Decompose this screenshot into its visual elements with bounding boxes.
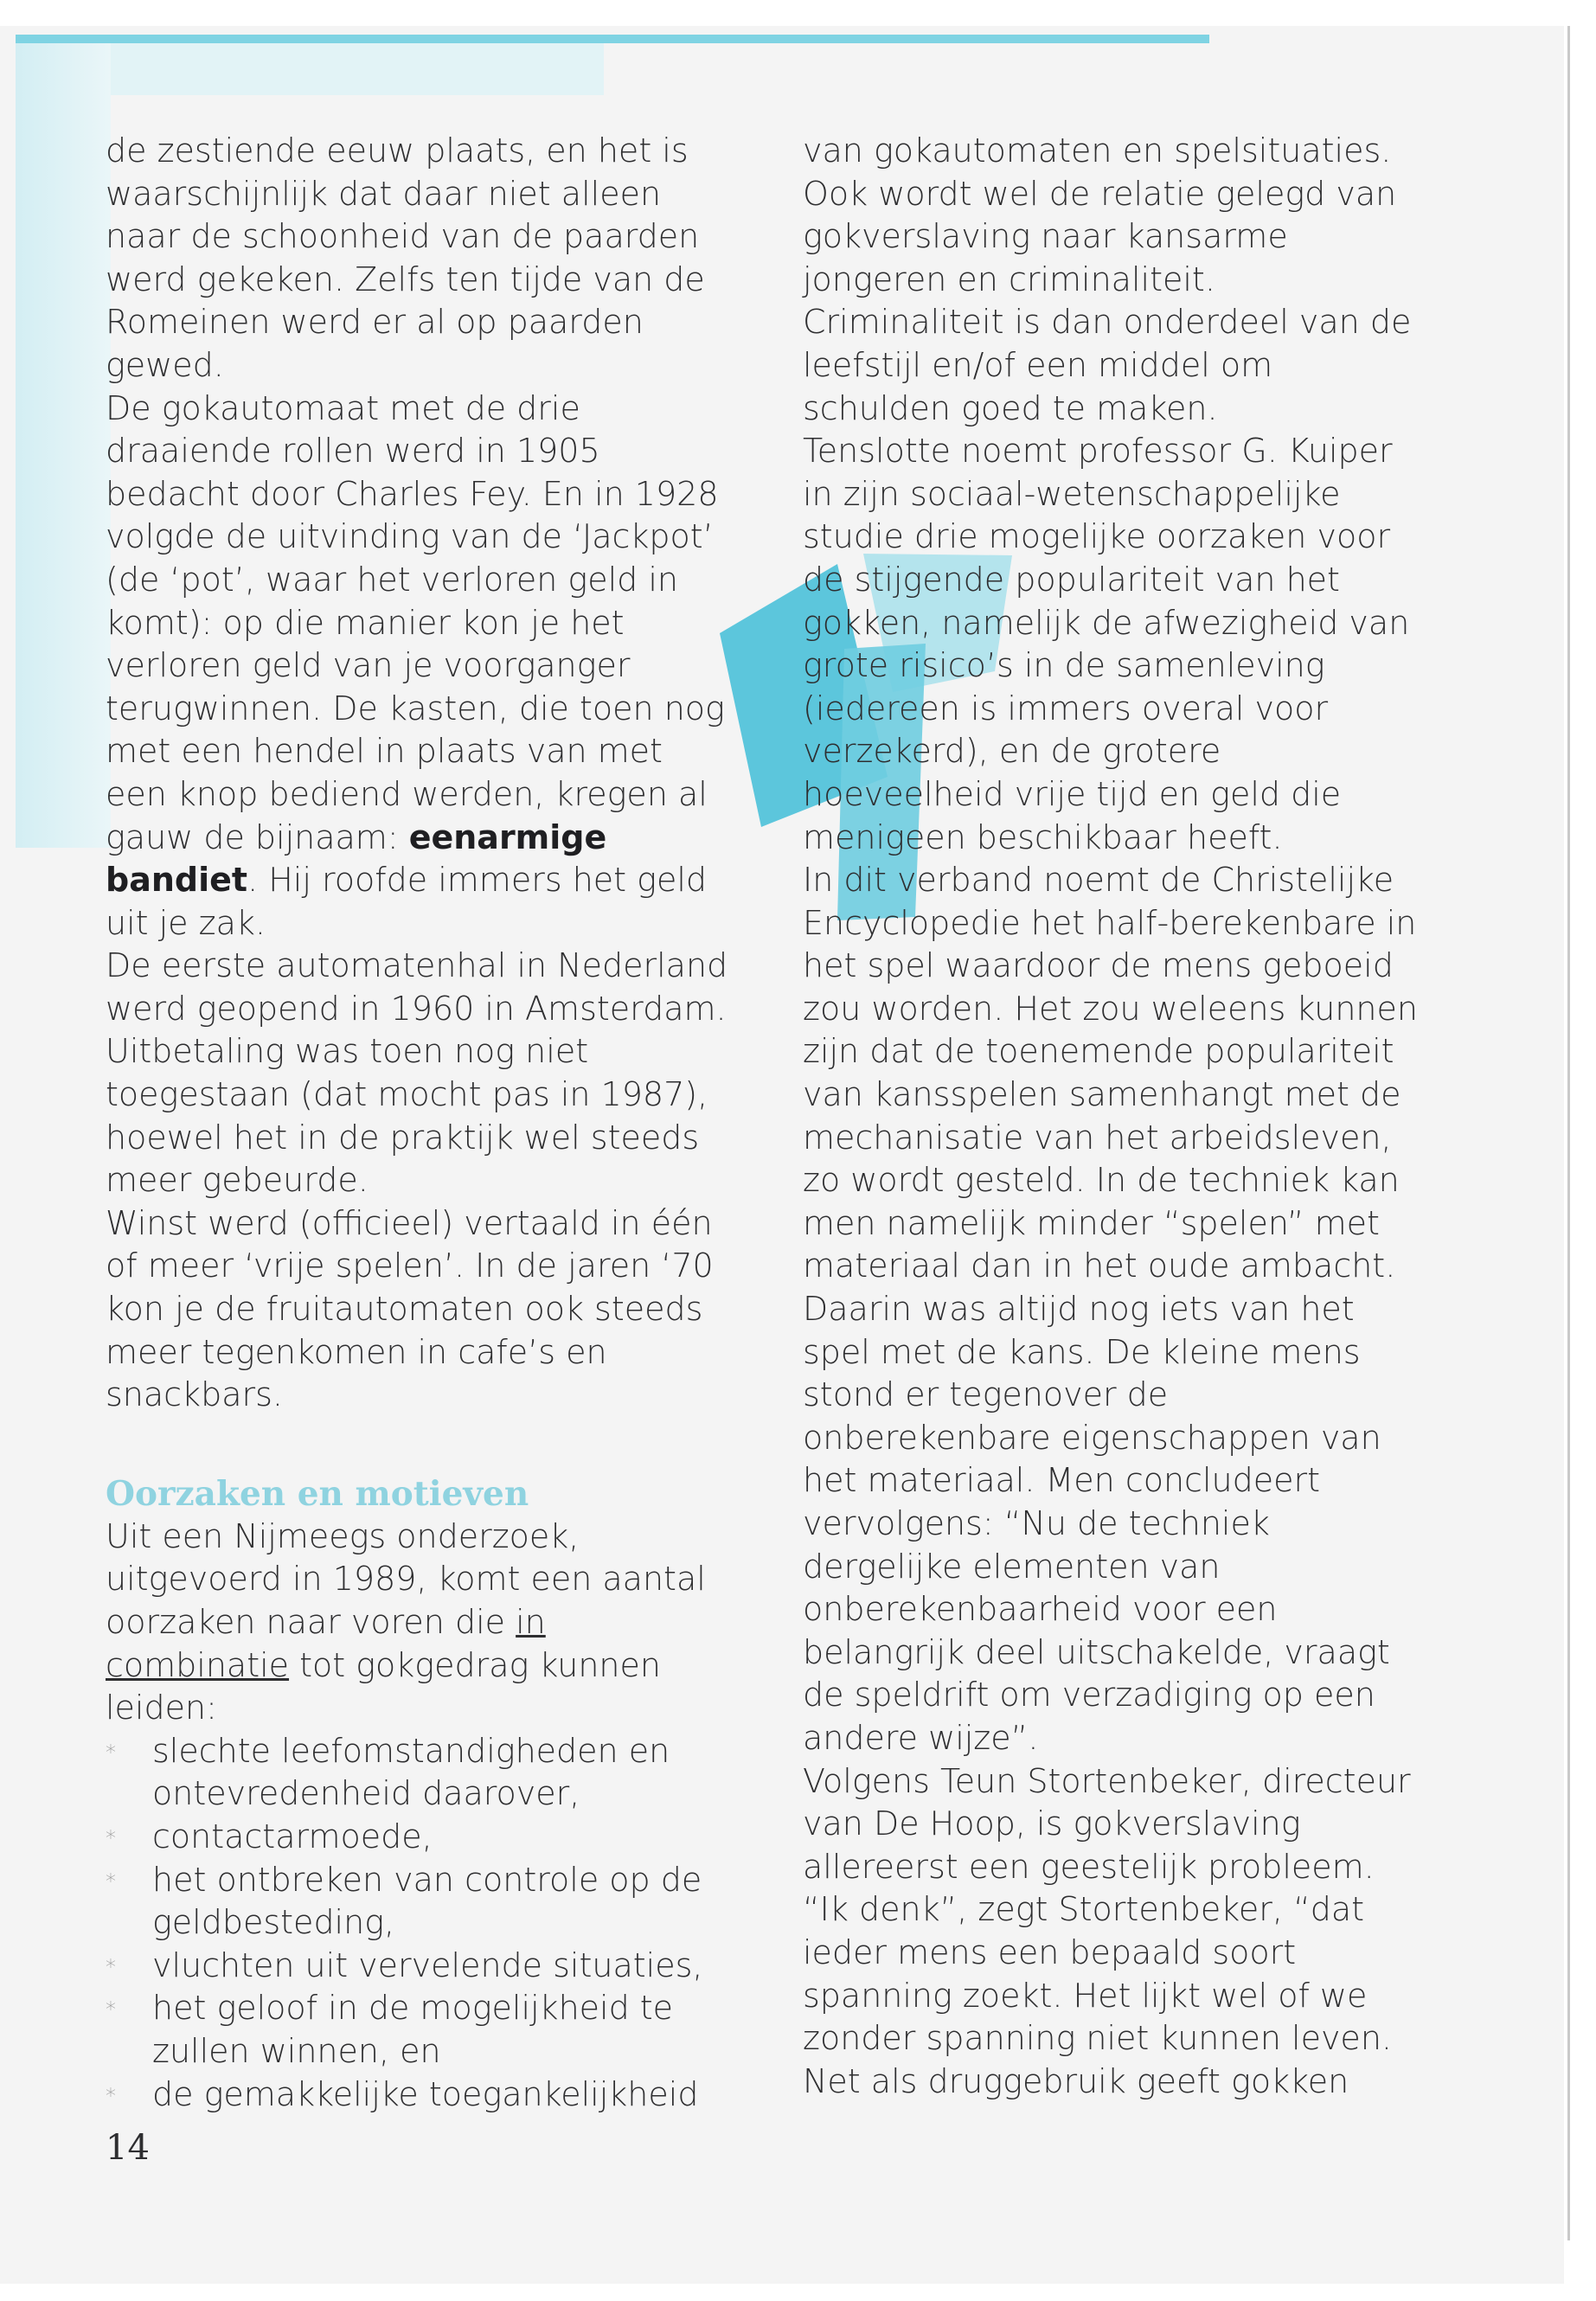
paragraph-text: De gokautomaat met de drie draaiende rollen werd in 1905 bedacht door Charles Fey. En in 1928 volgde de uitvinding van de ‘Jackpot’ (de ‘pot’, waar het verloren geld in komt): op die manier kon je het verloren geld van je voorganger terugwinnen. De kasten, die toen nog met een hendel in plaats van met een knop bediend werden, kregen al gauw de bijnaam: — [106, 388, 725, 856]
page-edge-line — [1567, 26, 1570, 2240]
list-item-text: vluchten uit vervelende situaties, — [152, 1945, 703, 1984]
paragraph-research — [106, 1516, 728, 1730]
paragraph: Ook wordt wel de relatie gelegd van gokverslaving naar kansarme jongeren en criminaliteit. Criminaliteit is dan onderdeel van de leefstijl en/of een middel om schulden goed te maken. — [803, 174, 1412, 427]
list-item — [106, 1859, 728, 1945]
bullet-star-icon: * — [106, 1868, 116, 1894]
paragraph: Uitbetaling was toen nog niet toegestaan (dat mocht pas in 1987), hoewel het in de praktijk wel steeds meer gebeurde. — [106, 1032, 708, 1200]
list-item-text: slechte leefomstandigheden en ontevredenheid daarover, — [152, 1731, 670, 1813]
bold-term: eenarmige bandiet — [106, 817, 607, 900]
page-number: 14 — [106, 2128, 150, 2168]
list-item — [106, 1987, 728, 2073]
list-item-text: contactarmoede, — [152, 1817, 433, 1856]
paragraph: Volgens Teun Stortenbeker, directeur van De Hoop, is gokverslaving allereerst een geestelijk probleem. “Ik denk”, zegt Stortenbeker, “dat ieder mens een bepaald soort spanning zoekt. Het lijkt wel of we zonder spanning niet kunnen leven. Net als druggebruik geeft gokken — [803, 1761, 1411, 2100]
paragraph: van gokautomaten en spelsituaties. — [803, 131, 1392, 170]
bullet-star-icon: * — [106, 1997, 116, 2022]
right-column — [803, 130, 1426, 2103]
left-accent-strip — [16, 43, 111, 848]
page-top-margin — [0, 0, 1596, 26]
paragraph: In dit verband noemt de Christelijke Encyclopedie het half-berekenbare in het spel waardoor de mens geboeid zou worden. Het zou weleens kunnen zijn dat de toenemende populariteit van kansspelen samenhangt met de mechanisatie van het arbeidsleven, zo wordt gesteld. In de techniek kan men namelijk minder “spelen” met materiaal dan in het oude ambacht. Daarin was altijd nog iets van het spel met de kans. De kleine mens stond er tegenover de onberekenbare eigenschappen van het materiaal. Men concludeert vervolgens: “Nu de techniek dergelijke elementen van onberekenbaarheid voor een belangrijk deel uitschakelde, vraagt de speldrift om verzadiging op een andere wijze”. — [803, 861, 1418, 1757]
list-item — [106, 1816, 728, 1859]
paragraph: Winst werd (officieel) vertaald in één of meer ‘vrije spelen’. In de jaren ‘70 kon je de fruitautomaten ook steeds meer tegenkomen in cafe’s en snackbars. — [106, 1203, 714, 1414]
bullet-star-icon: * — [106, 1740, 116, 1765]
paragraph-text: tot gokgedrag kunnen leiden: — [106, 1645, 661, 1727]
list-item — [106, 2073, 728, 2117]
section-heading: Oorzaken en motieven — [106, 1473, 529, 1514]
bullet-star-icon: * — [106, 2083, 116, 2108]
list-item — [106, 1730, 728, 1816]
causes-list — [106, 1730, 728, 2116]
list-item-text: de gemakkelijke toegankelijkheid — [152, 2074, 699, 2113]
paragraph-slot-machine — [106, 388, 728, 945]
paragraph: De eerste automatenhal in Nederland werd geopend in 1960 in Amsterdam. — [106, 946, 728, 1028]
paragraph: de zestiende eeuw plaats, en het is waarschijnlijk dat daar niet alleen naar de schoonheid van de paarden werd gekeken. Zelfs ten tijde van de Romeinen werd er al op paarden gewed. — [106, 131, 705, 384]
paragraph-text: Uit een Nijmeegs onderzoek, uitgevoerd in 1989, komt een aantal oorzaken naar voren die — [106, 1516, 706, 1641]
page-bottom-margin — [0, 2284, 1596, 2301]
list-item-text: het ontbreken van controle op de geldbesteding, — [152, 1860, 702, 1942]
underlined-term: in combinatie — [106, 1603, 546, 1684]
top-accent-rule — [16, 35, 1209, 43]
bullet-star-icon: * — [106, 1825, 116, 1850]
paragraph: Tenslotte noemt professor G. Kuiper in zijn sociaal-wetenschappelijke studie drie mogelijke oorzaken voor de stijgende populariteit van het gokken, namelijk de afwezigheid van grote risico’s in de samenleving (iedereen is immers overal voor verzekerd), en de grotere hoeveelheid vrije tijd en geld die menigeen beschikbaar heeft. — [803, 432, 1410, 856]
paragraph-text: . Hij roofde immers het geld uit je zak. — [106, 861, 708, 942]
bullet-star-icon: * — [106, 1954, 116, 1979]
list-item — [106, 1945, 728, 1988]
left-column — [106, 130, 728, 2116]
list-item-text: het geloof in de mogelijkheid te zullen winnen, en — [152, 1989, 674, 2070]
